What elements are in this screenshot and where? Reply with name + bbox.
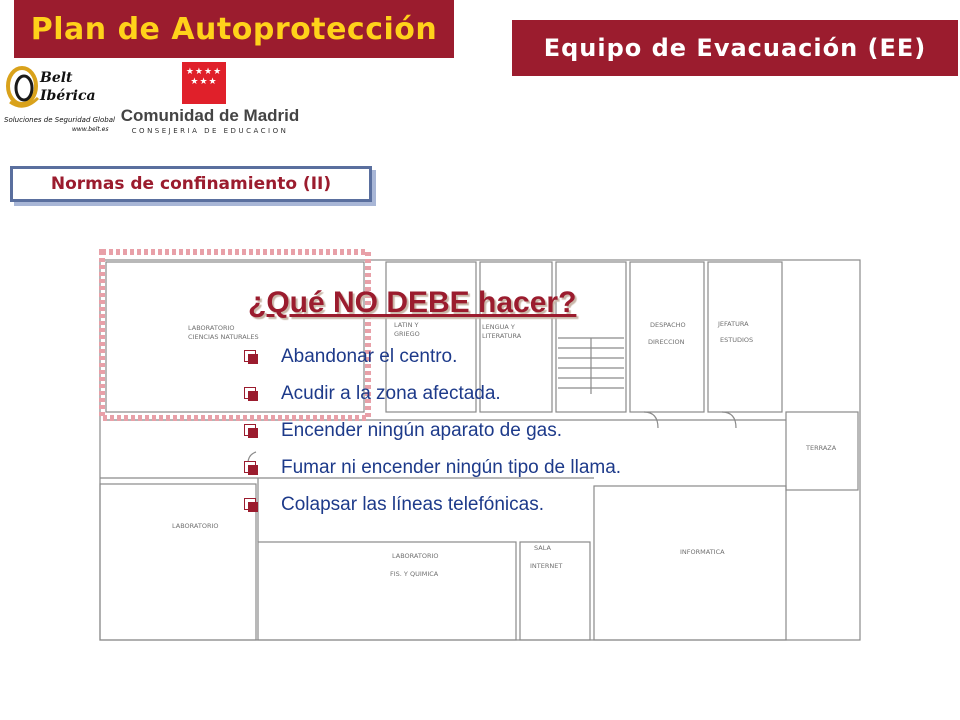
section-badge: [10, 166, 372, 202]
belt-iberica-logo: [4, 62, 115, 136]
content-heading: ¿Qué NO DEBE hacer?: [248, 286, 577, 319]
room-sala: [520, 542, 590, 640]
plan-title-banner: [14, 0, 454, 58]
label-latin-2: GRIEGO: [394, 330, 420, 338]
label-terraza: TERRAZA: [806, 444, 837, 452]
label-laboratorio: LABORATORIO: [172, 522, 219, 530]
list-item: [244, 342, 764, 372]
list-item: [244, 490, 764, 520]
label-lengua-2: LITERATURA: [482, 332, 522, 340]
checkbox-bullet-icon: [244, 461, 259, 476]
belt-name-line2: Ibérica: [40, 88, 96, 104]
belt-swirl-icon: [4, 62, 44, 116]
label-lab-fisica-1: LABORATORIO: [392, 552, 439, 560]
madrid-stars: ★★★★ ★★★: [185, 67, 223, 87]
team-title-banner: [512, 20, 958, 76]
label-sala-1: SALA: [534, 544, 551, 552]
team-title: Equipo de Evacuación (EE): [543, 34, 927, 62]
label-informatica: INFORMATICA: [680, 548, 725, 556]
label-lengua-1: LENGUA Y: [482, 323, 515, 331]
list-item-label: Acudir a la zona afectada.: [281, 383, 501, 404]
room-laboratorio: [100, 484, 256, 640]
madrid-department: CONSEJERIA DE EDUCACION: [131, 127, 289, 135]
label-lab-ciencias-1: LABORATORIO: [188, 324, 235, 332]
list-item: [244, 379, 764, 409]
label-latin-1: LATIN Y: [394, 321, 419, 329]
label-sala-2: INTERNET: [530, 562, 563, 570]
label-lab-ciencias-2: CIENCIAS NATURALES: [188, 333, 259, 341]
list-item-label: Fumar ni encender ningún tipo de llama.: [281, 457, 622, 478]
list-item-label: Colapsar las líneas telefónicas.: [281, 494, 544, 515]
checkbox-bullet-icon: [244, 424, 259, 439]
checkbox-bullet-icon: [244, 387, 259, 402]
belt-web: www.belt.es: [72, 126, 109, 133]
label-jefatura-1: JEFATURA: [718, 320, 749, 328]
belt-name-line1: Belt: [40, 70, 73, 86]
label-jefatura-2: ESTUDIOS: [720, 336, 754, 344]
label-despacho-1: DESPACHO: [650, 321, 686, 329]
comunidad-madrid-logo: [118, 62, 302, 138]
list-item: [244, 416, 764, 446]
list-item: [244, 453, 764, 483]
room-lab-fisica: [258, 542, 516, 640]
list-item-label: Encender ningún aparato de gas.: [281, 420, 562, 441]
list-item-label: Abandonar el centro.: [281, 346, 458, 367]
section-label: Normas de confinamiento (II): [13, 169, 369, 199]
checkbox-bullet-icon: [244, 498, 259, 513]
checkbox-bullet-icon: [244, 350, 259, 365]
belt-tagline: Soluciones de Seguridad Global: [4, 116, 115, 124]
plan-title: Plan de Autoprotección: [30, 11, 438, 47]
label-despacho-2: DIRECCION: [648, 338, 685, 346]
madrid-flag-icon: [182, 62, 226, 104]
rules-list: [244, 342, 764, 527]
madrid-name: Comunidad de Madrid: [120, 106, 300, 125]
label-lab-fisica-2: FIS. Y QUIMICA: [390, 570, 439, 578]
